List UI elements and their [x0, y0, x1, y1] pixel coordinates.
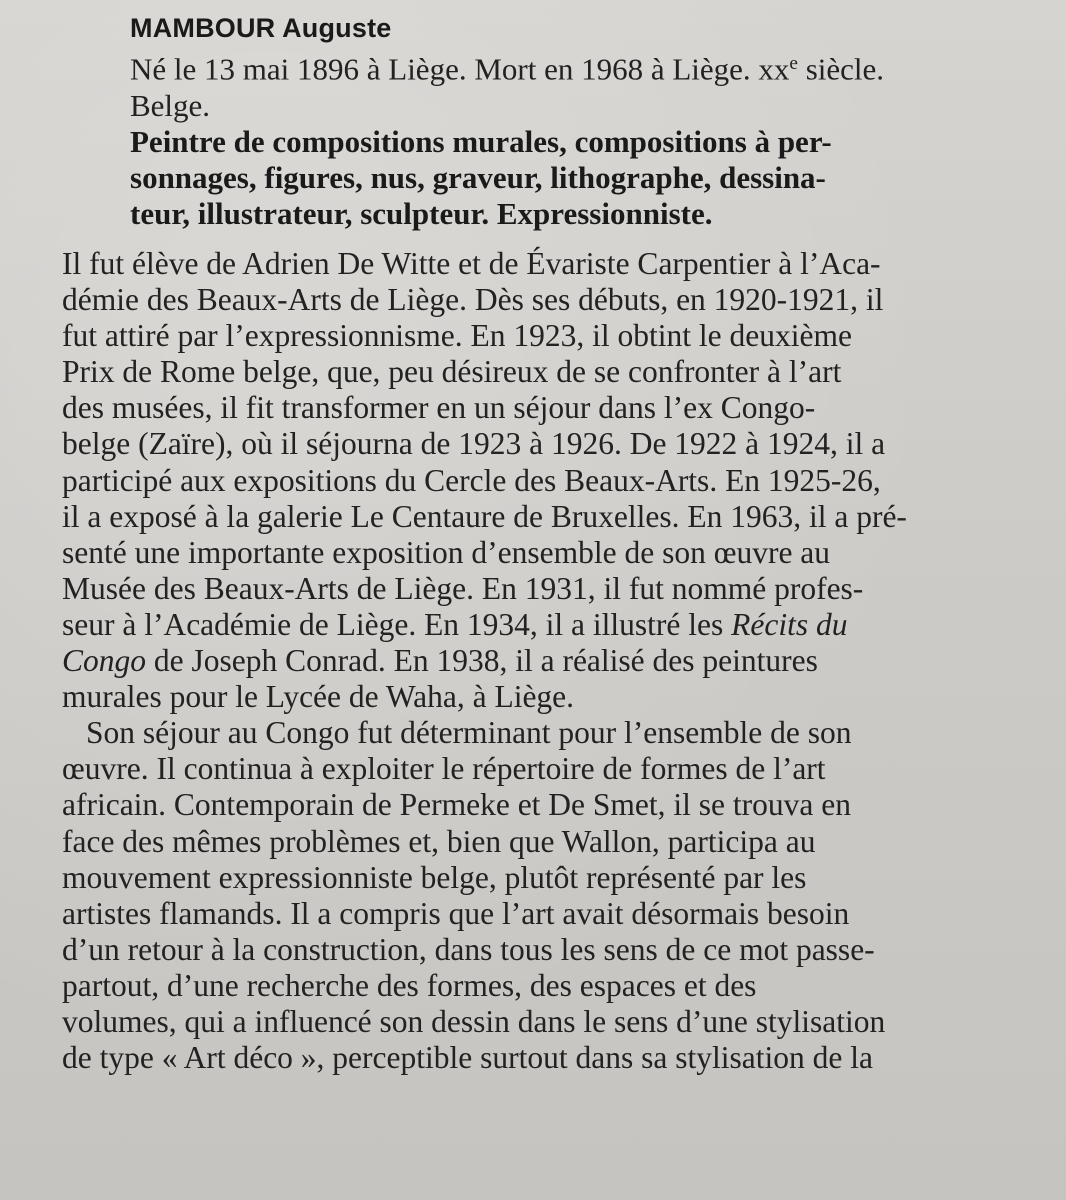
- text-line: [62, 607, 1022, 643]
- text-line: artistes flamands. Il a compris que l’art avait désormais besoin: [62, 895, 850, 931]
- artist-description: [130, 124, 1030, 232]
- book-title-italic: Congo: [62, 643, 147, 679]
- text-line: mouvement expressionniste belge, plutôt représenté par les: [62, 859, 807, 895]
- text-span: seur à l’Académie de Liège. En 1934, il a illustré les: [62, 606, 732, 642]
- text-line: Son séjour au Congo fut déterminant pour l’ensemble de son: [86, 715, 852, 751]
- text-line: il a exposé à la galerie Le Centaure de Bruxelles. En 1963, il a pré-: [62, 498, 907, 534]
- text-line: volumes, qui a influencé son dessin dans le sens d’une stylisation: [62, 1003, 886, 1039]
- text-line: belge (Zaïre), où il séjourna de 1923 à 1926. De 1922 à 1924, il a: [62, 426, 886, 462]
- bio-dates-text: Né le 13 mai 1896 à Liège. Mort en 1968 à Liège. xx: [130, 51, 790, 87]
- text-line: Musée des Beaux-Arts de Liège. En 1931, il fut nommé profes-: [62, 570, 864, 606]
- nationality: Belge.: [130, 87, 211, 123]
- artist-bio: [130, 46, 1030, 124]
- text-line: murales pour le Lycée de Waha, à Liège.: [62, 679, 575, 715]
- description-line: teur, illustrateur, sculpteur. Expressionniste.: [130, 195, 713, 231]
- text-line: senté une importante exposition d’ensemble de son œuvre au: [62, 534, 831, 570]
- text-line: Il fut élève de Adrien De Witte et de Évariste Carpentier à l’Aca-: [62, 246, 881, 281]
- text-line: [62, 643, 1022, 679]
- book-title-italic: Récits du: [731, 606, 848, 642]
- paragraph-style: [62, 715, 1022, 1076]
- text-line: face des mêmes problèmes et, bien que Wallon, participa au: [62, 823, 816, 859]
- text-line: africain. Contemporain de Permeke et De Smet, il se trouva en: [62, 787, 851, 823]
- bio-line: [130, 46, 1030, 88]
- bio-century-text: siècle.: [797, 51, 885, 87]
- text-line: de type « Art déco », perceptible surtout dans sa stylisation de la: [62, 1040, 873, 1076]
- text-line: fut attiré par l’expressionnisme. En 1923, il obtint le deuxième: [62, 318, 852, 354]
- text-line: démie des Beaux-Arts de Liège. Dès ses débuts, en 1920-1921, il: [62, 282, 884, 318]
- artist-name: MAMBOUR Auguste: [130, 13, 392, 43]
- text-line: participé aux expositions du Cercle des Beaux-Arts. En 1925-26,: [62, 462, 881, 498]
- text-span: de Joseph Conrad. En 1938, il a réalisé des peintures: [146, 643, 818, 679]
- description-line: sonnages, figures, nus, graveur, lithographe, dessina-: [130, 159, 826, 195]
- text-line: d’un retour à la construction, dans tous les sens de ce mot passe-: [62, 931, 875, 967]
- text-line: Prix de Rome belge, que, peu désireux de se confronter à l’art: [62, 354, 842, 390]
- paragraph-career: [62, 246, 1022, 715]
- entry-body: [62, 246, 1022, 1076]
- text-line: partout, d’une recherche des formes, des espaces et des: [62, 967, 757, 1003]
- text-line: œuvre. Il continua à exploiter le répertoire de formes de l’art: [62, 751, 826, 787]
- text-line: des musées, il fit transformer en un séjour dans l’ex Congo-: [62, 390, 816, 426]
- entry-header: [130, 10, 1030, 232]
- century-superscript: e: [789, 53, 798, 74]
- description-line: Peintre de compositions murales, compositions à per-: [130, 123, 832, 159]
